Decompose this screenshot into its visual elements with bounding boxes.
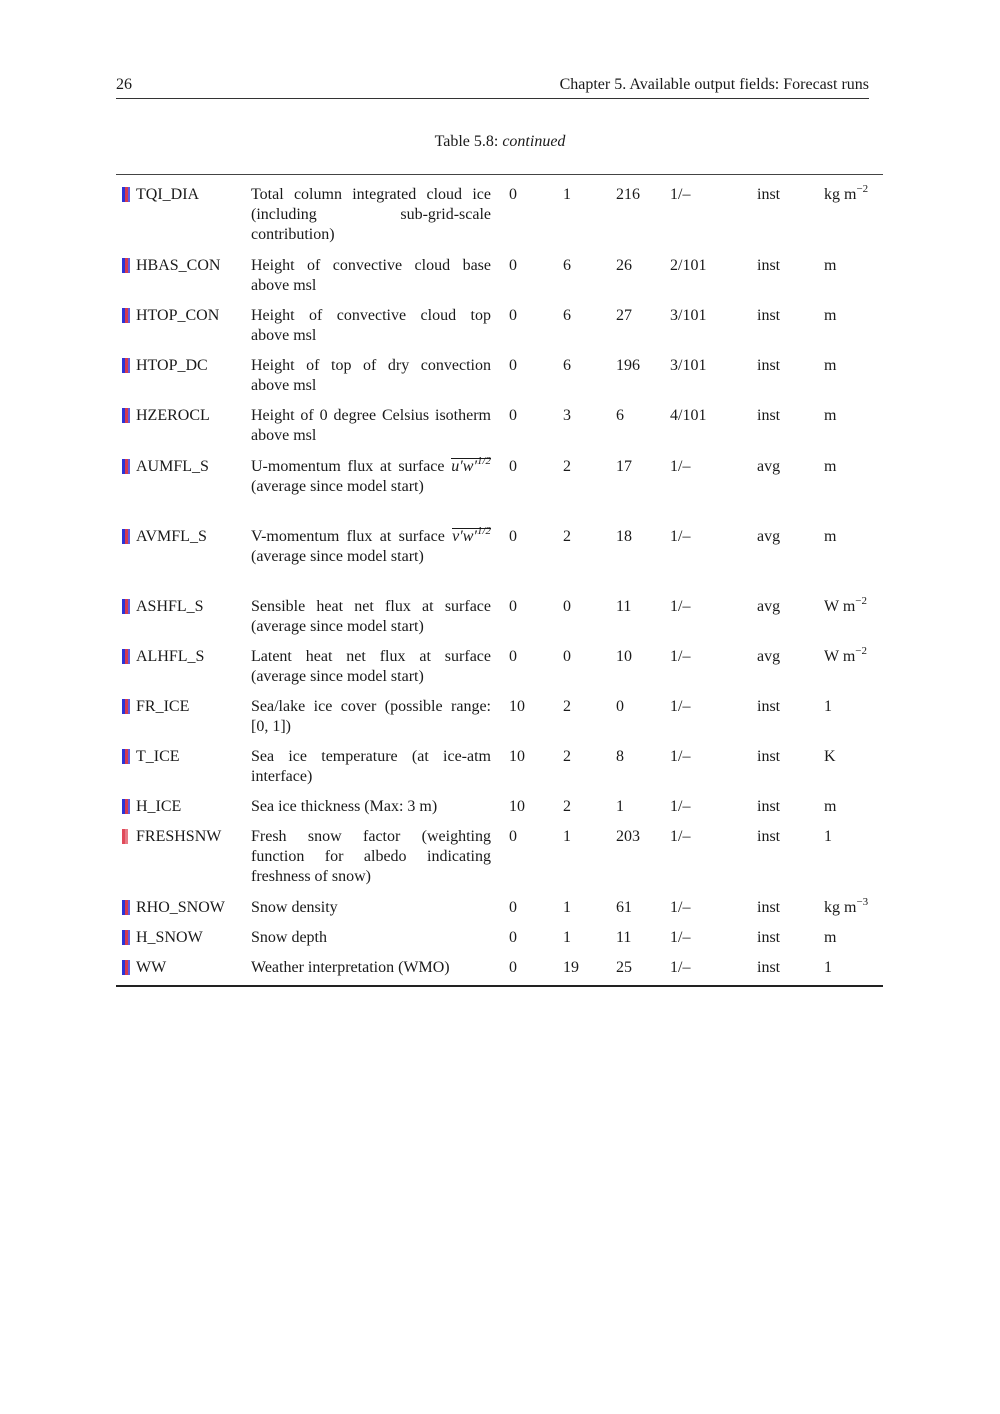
field-level-type: 3/101 [670,307,707,324]
field-marker-icon [122,930,130,945]
field-operation: inst [757,748,781,765]
field-operation: inst [757,257,781,274]
field-category: 1 [563,899,571,916]
field-description: Total column integrated cloud ice (including sub-grid-scale contribution) [251,186,491,243]
field-description: Height of convective cloud base above msl [251,257,491,294]
field-description: Sensible heat net flux at surface (average since model start) [251,598,491,635]
field-name: T_ICE [136,748,180,765]
field-level-type: 1/– [670,528,691,545]
field-category: 6 [563,307,571,324]
field-marker-icon [122,408,130,423]
field-marker-icon [122,699,130,714]
field-discipline: 0 [509,929,517,946]
field-unit: m [824,528,837,545]
field-discipline: 0 [509,357,517,374]
field-description: Sea ice temperature (at ice-atm interface) [251,748,491,785]
field-level-type: 1/– [670,598,691,615]
field-marker-icon [122,749,130,764]
field-operation: inst [757,186,781,203]
field-marker-icon [122,459,130,474]
field-name: AUMFL_S [136,458,209,475]
field-number: 11 [616,598,632,615]
field-name: ALHFL_S [136,648,205,665]
field-description: U-momentum flux at surface $u'w'^{1/2}$ (average since model start) [251,455,491,495]
field-marker-icon [122,960,130,975]
field-number: 25 [616,959,632,976]
field-level-type: 1/– [670,828,691,845]
field-unit: 1 [824,698,832,715]
field-discipline: 0 [509,407,517,424]
field-number: 27 [616,307,632,324]
field-name: TQI_DIA [136,186,200,203]
flux-formula: $v'w'^{1/2}$ [452,525,491,545]
field-level-type: 1/– [670,798,691,815]
field-category: 3 [563,407,571,424]
field-marker-icon [122,308,130,323]
field-level-type: 1/– [670,648,691,665]
field-number: 8 [616,748,624,765]
field-number: 1 [616,798,624,815]
field-category: 0 [563,648,571,665]
field-unit: m [824,929,837,946]
field-category: 6 [563,257,571,274]
field-operation: avg [757,528,781,545]
field-marker-icon [122,599,130,614]
field-name: AVMFL_S [136,528,207,545]
field-category: 2 [563,528,571,545]
field-description: Height of top of dry convection above msl [251,357,491,394]
field-discipline: 10 [509,798,525,815]
field-category: 2 [563,748,571,765]
field-description: Height of convective cloud top above msl [251,307,491,344]
field-unit: 1 [824,959,832,976]
flux-formula: $u'w'^{1/2}$ [451,455,491,475]
field-name: H_SNOW [136,929,203,946]
field-number: 196 [616,357,640,374]
field-unit: m [824,407,837,424]
field-marker-icon [122,258,130,273]
field-operation: inst [757,307,781,324]
field-discipline: 0 [509,598,517,615]
field-name: WW [136,959,167,976]
field-description: Weather interpretation (WMO) [251,959,450,976]
field-level-type: 1/– [670,748,691,765]
field-number: 6 [616,407,624,424]
field-unit: K [824,748,836,765]
field-unit: m [824,357,837,374]
field-operation: avg [757,648,781,665]
field-unit: kg $m^{-3}$ [824,896,869,916]
field-name: HBAS_CON [136,257,221,274]
page-number: 26 [116,76,132,93]
field-marker-icon [122,900,130,915]
field-category: 1 [563,929,571,946]
field-discipline: 0 [509,186,517,203]
field-marker-icon [122,799,130,814]
field-level-type: 2/101 [670,257,707,274]
field-description: Snow density [251,899,338,916]
field-category: 2 [563,698,571,715]
field-level-type: 3/101 [670,357,707,374]
caption-note: continued [502,133,566,150]
field-category: 0 [563,598,571,615]
table-bottom-rule [116,985,883,987]
table-caption [0,133,1000,151]
field-number: 216 [616,186,640,203]
field-discipline: 0 [509,528,517,545]
field-name: ASHFL_S [136,598,204,615]
field-level-type: 1/– [670,899,691,916]
field-discipline: 0 [509,828,517,845]
field-unit: 1 [824,828,832,845]
field-number: 61 [616,899,632,916]
field-description: Height of 0 degree Celsius isotherm above msl [251,407,491,444]
field-name: FR_ICE [136,698,190,715]
field-name: H_ICE [136,798,182,815]
field-description: Latent heat net flux at surface (average since model start) [251,648,491,685]
field-number: 0 [616,698,624,715]
field-unit: W $m^{-2}$ [824,645,867,665]
field-operation: inst [757,899,781,916]
field-number: 17 [616,458,632,475]
field-description: V-momentum flux at surface $v'w'^{1/2}$ (average since model start) [251,525,491,565]
field-number: 10 [616,648,632,665]
field-marker-icon [122,649,130,664]
field-marker-icon [122,829,130,844]
field-name: FRESHSNW [136,828,222,845]
field-level-type: 1/– [670,186,691,203]
field-category: 6 [563,357,571,374]
field-level-type: 4/101 [670,407,707,424]
field-unit: W $m^{-2}$ [824,595,867,615]
field-number: 203 [616,828,640,845]
field-name: HTOP_CON [136,307,220,324]
field-discipline: 0 [509,648,517,665]
field-level-type: 1/– [670,458,691,475]
field-discipline: 0 [509,458,517,475]
page-header [116,76,869,99]
field-discipline: 0 [509,257,517,274]
field-name: RHO_SNOW [136,899,225,916]
field-unit: m [824,257,837,274]
field-operation: inst [757,959,781,976]
field-category: 1 [563,186,571,203]
field-unit: kg $m^{-2}$ [824,183,869,203]
field-discipline: 0 [509,959,517,976]
field-category: 2 [563,458,571,475]
field-operation: inst [757,929,781,946]
field-discipline: 10 [509,698,525,715]
field-level-type: 1/– [670,698,691,715]
table-top-rule [116,174,883,175]
field-unit: m [824,307,837,324]
field-category: 1 [563,828,571,845]
caption-label: Table 5.8: [434,133,499,150]
field-operation: inst [757,828,781,845]
field-number: 26 [616,257,632,274]
field-discipline: 10 [509,748,525,765]
field-description: Sea ice thickness (Max: 3 m) [251,798,438,815]
field-unit: m [824,458,837,475]
field-marker-icon [122,358,130,373]
field-operation: avg [757,598,781,615]
field-operation: avg [757,458,781,475]
field-description: Snow depth [251,929,327,946]
field-description: Fresh snow factor (weighting function for albedo indicating freshness of snow) [251,828,491,885]
field-marker-icon [122,529,130,544]
field-operation: inst [757,698,781,715]
field-name: HZEROCL [136,407,210,424]
field-unit: m [824,798,837,815]
field-name: HTOP_DC [136,357,208,374]
field-discipline: 0 [509,307,517,324]
field-level-type: 1/– [670,959,691,976]
running-title: Chapter 5. Available output fields: Forecast runs [559,76,869,93]
field-operation: inst [757,357,781,374]
field-operation: inst [757,798,781,815]
field-description: Sea/lake ice cover (possible range: [0, 1]) [251,698,491,735]
field-operation: inst [757,407,781,424]
field-category: 19 [563,959,579,976]
field-level-type: 1/– [670,929,691,946]
field-marker-icon [122,187,130,202]
field-number: 18 [616,528,632,545]
field-category: 2 [563,798,571,815]
field-discipline: 0 [509,899,517,916]
field-number: 11 [616,929,632,946]
